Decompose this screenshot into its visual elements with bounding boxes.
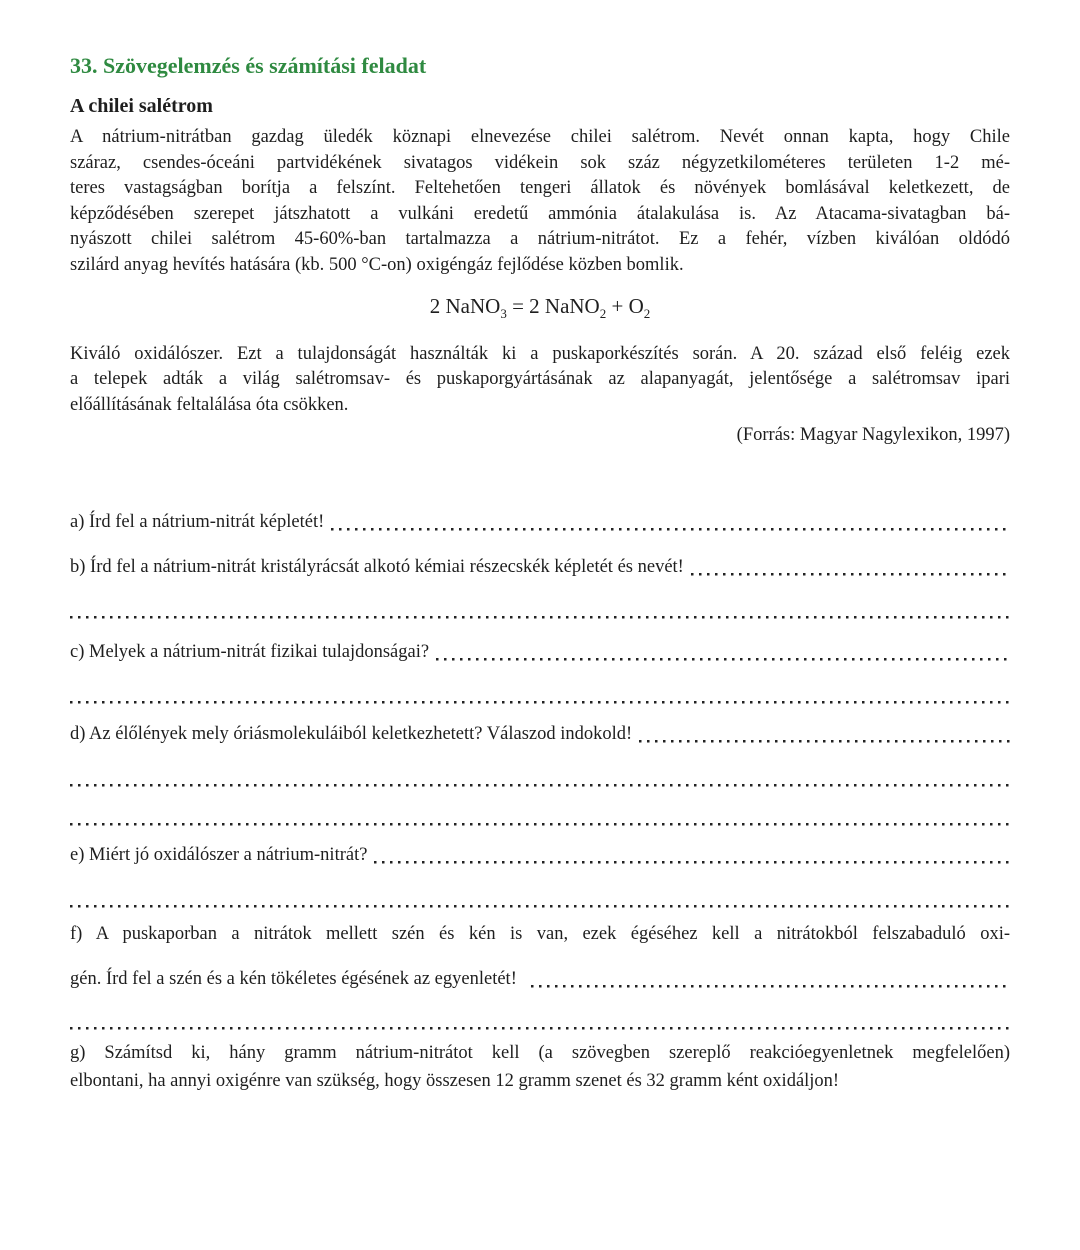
answer-dots [531,966,1010,992]
answer-dots-line [70,804,1010,830]
equation-term: = 2 NaNO [506,293,600,318]
question-d-text: d) Az élőlények mely óriásmolekuláiból keletkezhetett? Válaszod indokold! [70,723,633,744]
article-title: A chilei salétrom [70,95,213,117]
paragraph-line: a telepek adták a világ salétromsav- és puskaporgyártásának az alapanyagát, jelentősége a salétromsav ipari [70,369,1010,390]
question-c [70,639,1010,665]
article-paragraph-1 [70,125,1010,279]
equation-subscript: 3 [500,305,507,321]
answer-dots [691,554,1010,580]
worksheet-page [70,53,1010,1094]
equation-subscript: 2 [643,305,651,321]
paragraph-line: A nátrium-nitrátban gazdag üledék köznapi elnevezése chilei salétrom. Nevét onnan kapta, hogy Chile [70,127,1010,147]
question-e [70,842,1010,868]
equation-term: + O [606,293,644,318]
question-d [70,721,1010,747]
question-e-text: e) Miért jó oxidálószer a nátrium-nitrát? [70,844,368,865]
article-paragraph-2 [70,342,1010,419]
chemical-equation [70,291,1010,329]
paragraph-line: előállításának feltalálása óta csökken. [70,394,349,415]
source-citation: (Forrás: Magyar Nagylexikon, 1997) [736,424,1010,445]
answer-dots-line [70,1008,1010,1034]
equation-subscript: 2 [599,305,607,321]
answer-dots-line [70,886,1010,912]
paragraph-line: teres vastagságban borítja a felszínt. Feltehetően tengeri állatok és növények bomlásával keletkezett, de [70,178,1010,199]
answer-dots [436,639,1010,665]
paragraph-line: száraz, csendes-óceáni partvidékének sivatagos vidékein sok száz négyzetkilométeres területen 1-2 mé- [70,152,1010,173]
paragraph-line: képződésében szerepet játszhatott a vulkáni eredetű ammónia átalakulása is. Az Atacama-sivatagban bá- [70,203,1010,224]
question-f-line2 [70,966,1010,992]
paragraph-line: nyászott chilei salétrom 45-60%-ban tartalmazza a nátrium-nitrátot. Ez a fehér, vízben kiválóan oldódó [70,229,1010,250]
questions-section [70,509,1010,1094]
answer-dots [639,721,1010,747]
equation-term: 2 NaNO [429,293,501,318]
task-title: 33. Szövegelemzés és számítási feladat [70,53,427,78]
question-c-text: c) Melyek a nátrium-nitrát fizikai tulajdonságai? [70,641,430,662]
question-g-line2: elbontani, ha annyi oxigénre van szükség, hogy összesen 12 gramm szenet és 32 gramm ként oxidáljon! [70,1070,840,1091]
answer-dots [374,842,1010,868]
question-f-line1: f) A puskaporban a nitrátok mellett szén és kén is van, ezek égéséhez kell a nitrátokból felszabaduló oxi- [70,923,1010,944]
answer-dots-line [70,682,1010,708]
question-a-text: a) Írd fel a nátrium-nitrát képletét! [70,511,325,532]
answer-dots-line [70,765,1010,791]
question-g-line1: g) Számítsd ki, hány gramm nátrium-nitrátot kell (a szövegben szereplő reakcióegyenletnek megfelelően) [70,1042,1010,1063]
answer-dots [331,509,1010,535]
question-b [70,554,1010,580]
question-a [70,509,1010,535]
paragraph-line: Kiváló oxidálószer. Ezt a tulajdonságát használták ki a puskaporkészítés során. A 20. század első feléig ezek [70,343,1010,364]
answer-dots-line [70,597,1010,623]
paragraph-line: szilárd anyag hevítés hatására (kb. 500 °C-on) oxigéngáz fejlődése közben bomlik. [70,254,684,275]
question-f-line2-text: gén. Írd fel a szén és a kén tökéletes égésének az egyenletét! [70,968,517,989]
question-b-text: b) Írd fel a nátrium-nitrát kristályrácsát alkotó kémiai részecskék képletét és nevét! [70,556,684,577]
